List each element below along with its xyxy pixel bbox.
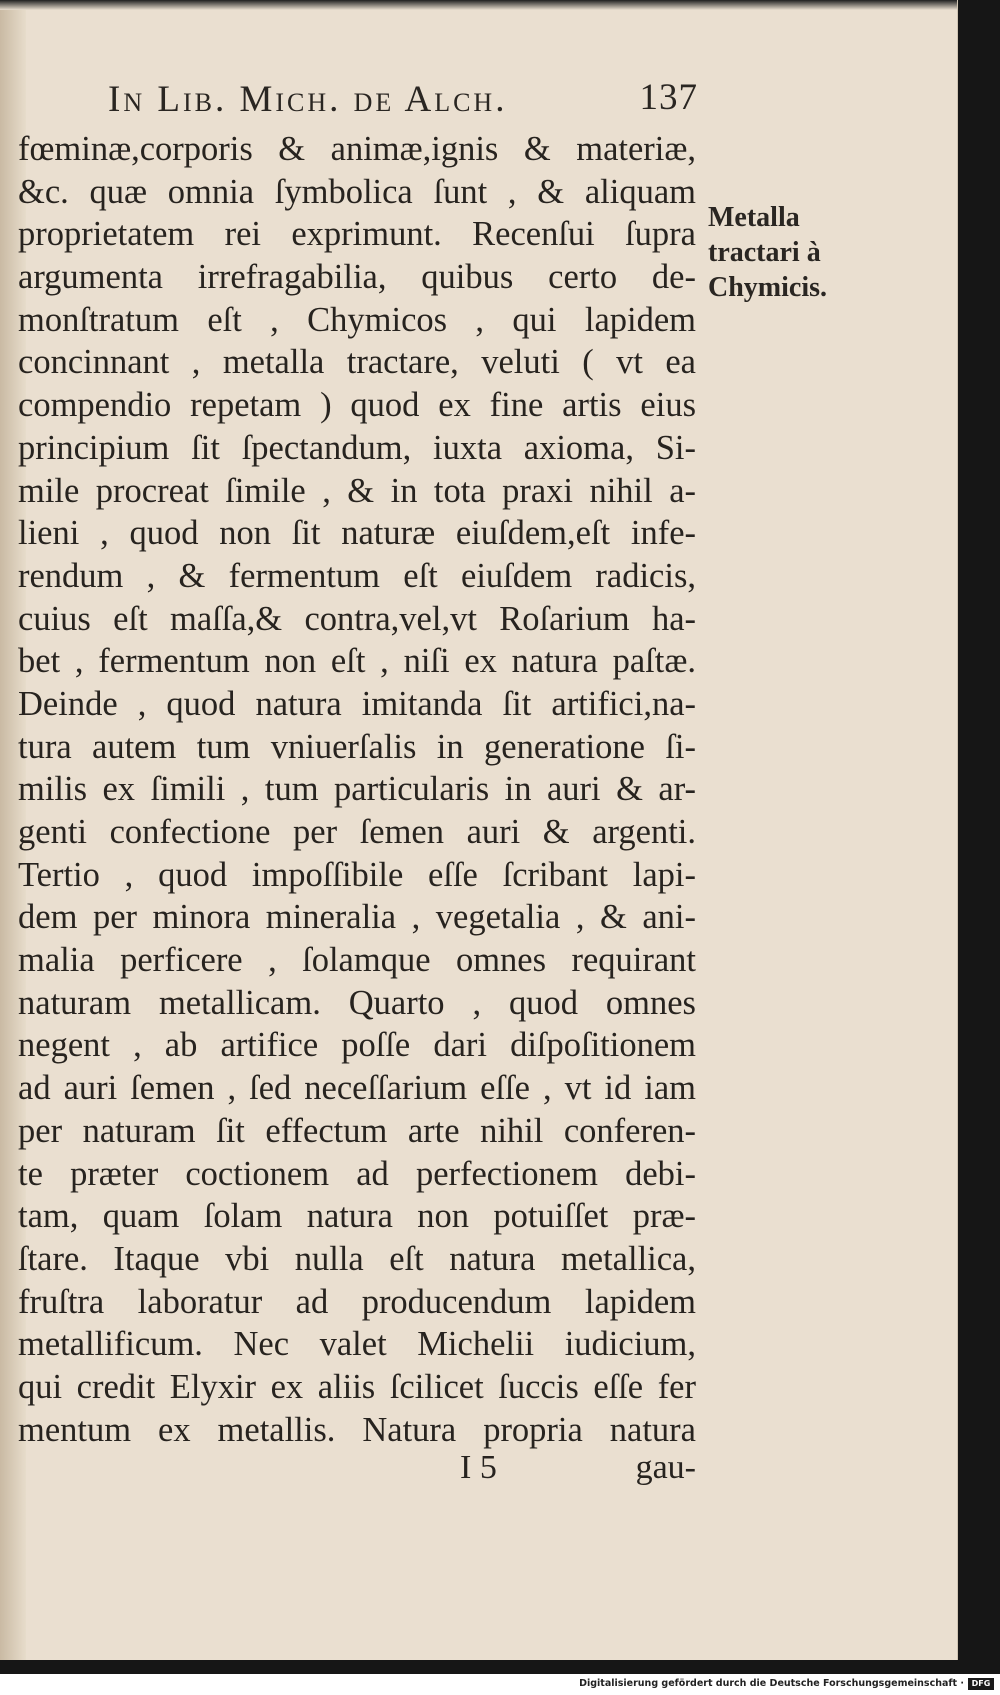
text-line: tura autem tum vniuerſalis in generatione ſi- xyxy=(18,727,696,766)
text-line: ad auri ſemen , ſed neceſſarium eſſe , vt id iam xyxy=(18,1069,696,1108)
signature-mark: I 5 xyxy=(460,1449,497,1486)
marginal-note-line: Metalla xyxy=(708,202,800,233)
page-number: 137 xyxy=(639,77,698,118)
text-line: negent , ab artifice poſſe dari diſpoſitionem xyxy=(18,1026,696,1065)
text-line: naturam metallicam. Quarto , quod omnes xyxy=(18,983,696,1022)
marginal-note-line: tractari à xyxy=(708,237,821,268)
page-top-edge xyxy=(0,0,957,10)
text-line: tam, quam ſolam natura non potuiſſet præ- xyxy=(18,1197,696,1236)
marginal-note-line: Chymicis. xyxy=(708,272,827,303)
text-line: ſtare. Itaque vbi nulla eſt natura metallica, xyxy=(18,1239,696,1278)
text-line: lieni , quod non ſit naturæ eiuſdem,eſt infe- xyxy=(18,514,696,553)
text-line: proprietatem rei exprimunt. Recenſui ſupra xyxy=(18,215,696,254)
text-line: concinnant , metalla tractare, veluti ( vt ea xyxy=(18,343,696,382)
text-line: dem per minora mineralia , vegetalia , & ani- xyxy=(18,898,696,937)
text-line: genti confectione per ſemen auri & argenti. xyxy=(18,813,696,851)
text-line: rendum , & fermentum eſt eiuſdem radicis, xyxy=(18,556,696,595)
text-line: bet , fermentum non eſt , niſi ex natura paſtæ. xyxy=(18,642,696,681)
funding-credit: Digitalisierung gefördert durch die Deutsche Forschungsgemeinschaft · xyxy=(579,1678,964,1689)
body-text xyxy=(18,128,696,1451)
credit-bar xyxy=(0,1674,1000,1695)
text-line: fruſtra laboratur ad producendum lapidem xyxy=(18,1282,696,1321)
text-line: cuius eſt maſſa,& contra,vel,vt Roſarium ha- xyxy=(18,599,696,638)
text-line: mile procreat ſimile , & in tota praxi nihil a- xyxy=(18,471,696,510)
marginal-note xyxy=(708,200,860,305)
text-line: qui credit Elyxir ex aliis ſcilicet ſuccis eſſe fer xyxy=(18,1367,696,1406)
running-head xyxy=(108,74,698,124)
text-line: monſtratum eſt , Chymicos , qui lapidem xyxy=(18,300,696,339)
text-line: &c. quæ omnia ſymbolica ſunt , & aliquam xyxy=(18,172,696,211)
text-line: Tertio , quod impoſſibile eſſe ſcribant lapi- xyxy=(18,855,696,894)
text-line: principium ſit ſpectandum, iuxta axioma, Si- xyxy=(18,428,696,467)
text-line: argumenta irrefragabilia, quibus certo de- xyxy=(18,258,696,297)
page-footer xyxy=(460,1449,696,1489)
text-line: fœminæ,corporis & animæ,ignis & materiæ, xyxy=(18,130,696,168)
text-line: mentum ex metallis. Natura propria natura xyxy=(18,1410,696,1449)
text-line: Deinde , quod natura imitanda ſit artifici,na- xyxy=(18,684,696,723)
catchword: gau- xyxy=(635,1449,696,1486)
text-line: compendio repetam ) quod ex fine artis eius xyxy=(18,386,696,425)
text-line: per naturam ſit effectum arte nihil conferen- xyxy=(18,1111,696,1150)
running-head-title: In Lib. Mich. de Alch. xyxy=(108,79,508,120)
text-line: milis ex ſimili , tum particularis in auri & ar- xyxy=(18,770,696,809)
dfg-logo: DFG xyxy=(968,1678,994,1690)
text-line: te præter coctionem ad perfectionem debi- xyxy=(18,1154,696,1193)
text-line: metallificum. Nec valet Michelii iudicium, xyxy=(18,1325,696,1364)
text-line: malia perficere , ſolamque omnes requirant xyxy=(18,941,696,980)
